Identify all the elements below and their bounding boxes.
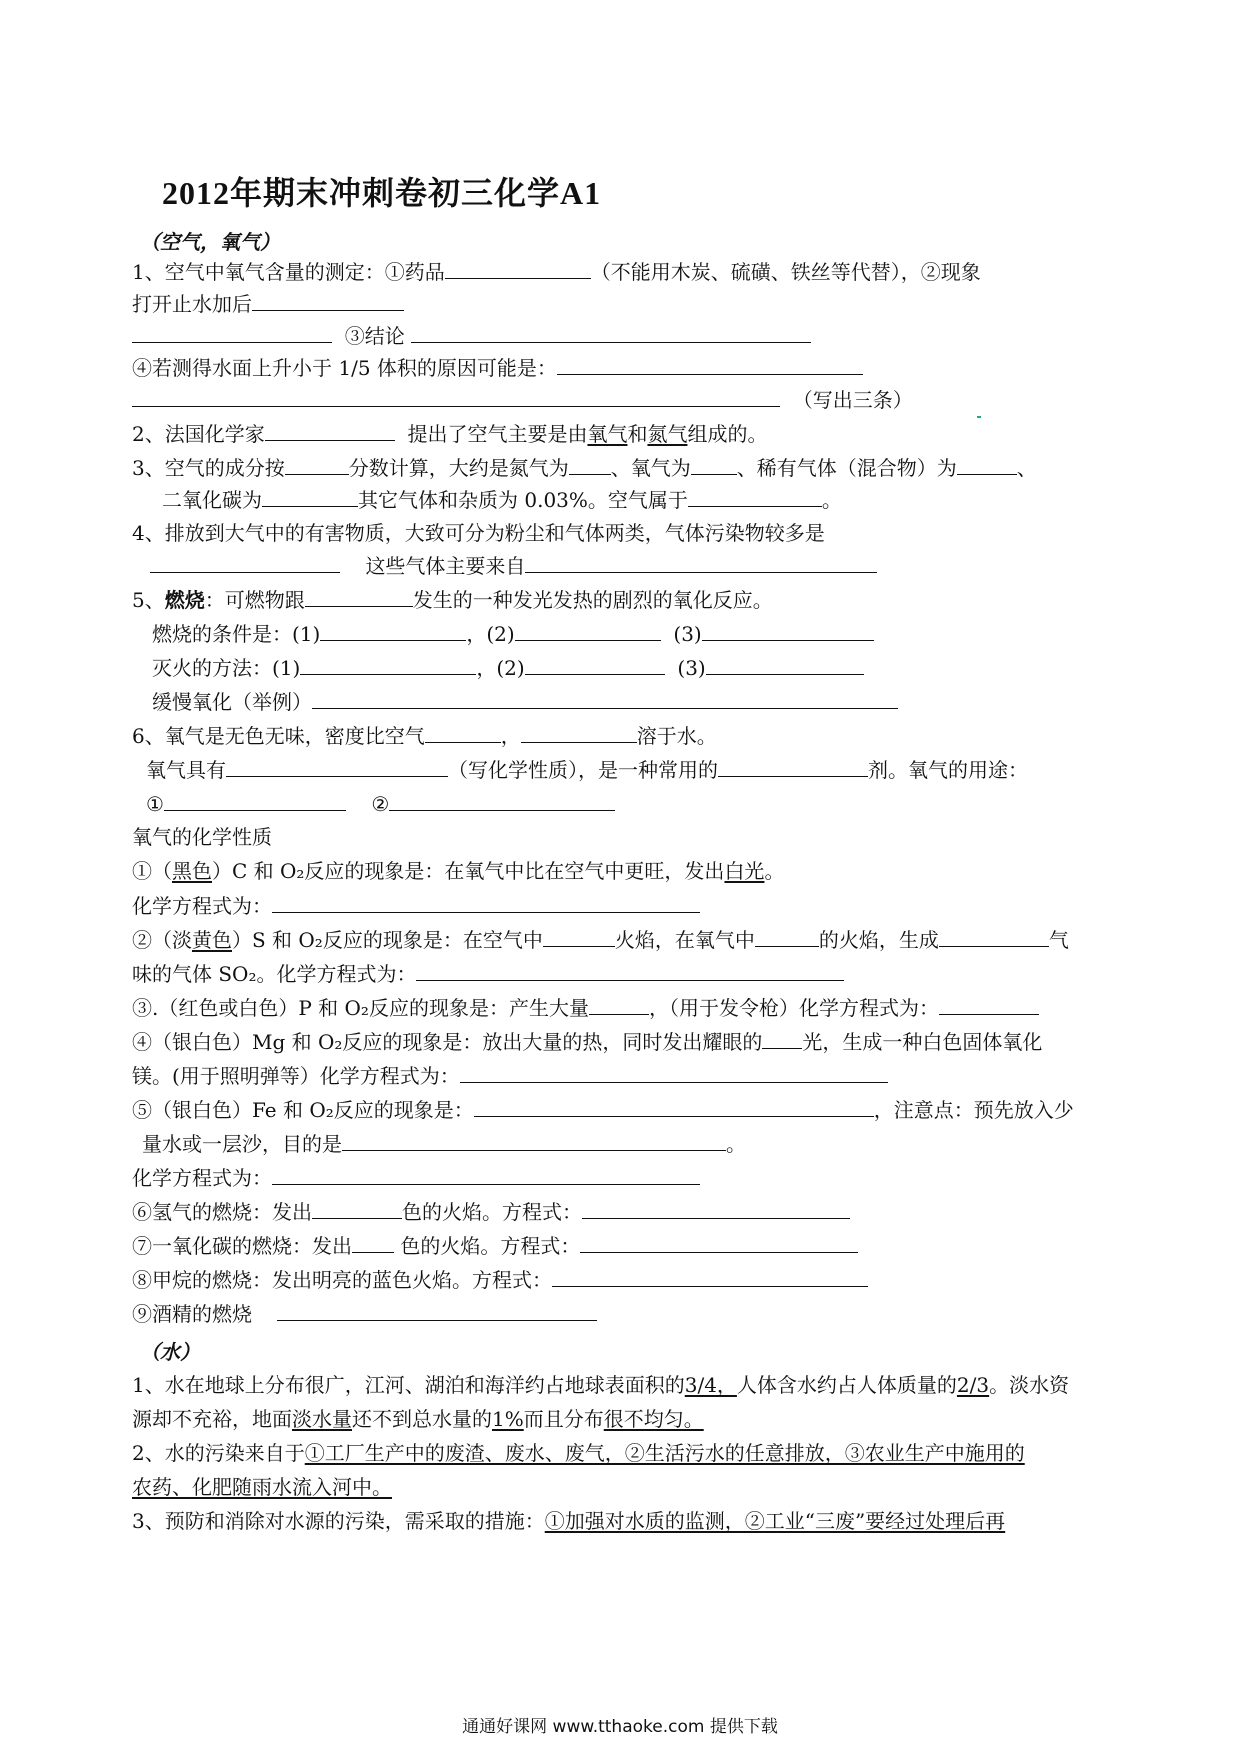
- chem-fe-note: 量水或一层沙，目的是 。: [142, 1132, 746, 1156]
- blank[interactable]: [688, 486, 822, 507]
- blank[interactable]: [272, 1164, 700, 1185]
- blank[interactable]: [320, 620, 466, 641]
- footer-credit: 通通好课网 www.tthaoke.com 提供下载: [462, 1717, 778, 1737]
- blank[interactable]: [312, 688, 898, 709]
- q2-line: 2、法国化学家 提出了空气主要是由氧气和氮气组成的。: [132, 422, 768, 446]
- blank[interactable]: [706, 654, 864, 675]
- stray-mark: [977, 416, 981, 418]
- water-q1-line2: 源却不充裕，地面淡水量还不到总水量的1%而且分布很不均匀。: [132, 1407, 704, 1431]
- q3-line2: 二氧化碳为 其它气体和杂质为 0.03%。空气属于 。: [162, 488, 842, 512]
- q1-line1: 1、空气中氧气含量的测定：①药品 （不能用木炭、硫磺、铁丝等代替），②现象: [132, 260, 981, 284]
- chem-mg-eq: 镁。(用于照明弹等）化学方程式为：: [132, 1062, 888, 1089]
- chem-fe: ⑤（银白色）Fe 和 O₂反应的现象是： ，注意点：预先放入少: [132, 1098, 1074, 1122]
- blank[interactable]: [445, 258, 591, 279]
- chem-alcohol: ⑨酒精的燃烧: [132, 1300, 597, 1327]
- blank[interactable]: [755, 926, 819, 947]
- blank[interactable]: [164, 790, 346, 811]
- blank[interactable]: [702, 620, 874, 641]
- blank[interactable]: [569, 454, 611, 475]
- chem-c: ①（黑色）C 和 O₂反应的现象是：在氧气中比在空气中更旺，发出白光。: [132, 859, 785, 883]
- blank[interactable]: [132, 386, 780, 407]
- water-q2-line2: 农药、化肥随雨水流入河中。: [132, 1475, 392, 1499]
- q3-line1: 3、空气的成分按 分数计算，大约是氮气为 、氧气为 、稀有气体（混合物）为 、: [132, 456, 1037, 480]
- q5-slow-oxidation: 缓慢氧化（举例）: [152, 688, 898, 715]
- blank[interactable]: [150, 552, 340, 573]
- section-heading-air: （空气，氧气）: [140, 230, 280, 254]
- blank[interactable]: [285, 454, 349, 475]
- chem-s-eq: 味的气体 SO₂。化学方程式为：: [132, 960, 844, 987]
- chem-ch4: ⑧甲烷的燃烧：发出明亮的蓝色火焰。方程式：: [132, 1266, 868, 1293]
- q1-line4: ④若测得水面上升小于 1/5 体积的原因可能是：: [132, 354, 863, 381]
- blank[interactable]: [305, 586, 413, 607]
- q6-line1: 6、氧气是无色无味，密度比空气 ， 溶于水。: [132, 724, 717, 748]
- chem-mg: ④（银白色）Mg 和 O₂反应的现象是：放出大量的热，同时发出耀眼的 光，生成一种白色固体氧化: [132, 1030, 1043, 1054]
- blank[interactable]: [389, 790, 615, 811]
- blank[interactable]: [312, 1198, 402, 1219]
- blank[interactable]: [521, 722, 637, 743]
- blank[interactable]: [525, 654, 665, 675]
- blank[interactable]: [277, 1300, 597, 1321]
- water-q1-line1: 1、水在地球上分布很广，江河、湖泊和海洋约占地球表面积的3/4，人体含水约占人体质量的2/3。淡水资: [132, 1373, 1070, 1397]
- blank[interactable]: [474, 1096, 874, 1117]
- chem-title: 氧气的化学性质: [132, 825, 272, 849]
- q4-line1: 4、排放到大气中的有害物质，大致可分为粉尘和气体两类，气体污染物较多是: [132, 521, 825, 545]
- blank[interactable]: [515, 620, 661, 641]
- blank[interactable]: [582, 1198, 850, 1219]
- chem-c-eq: 化学方程式为：: [132, 892, 700, 919]
- q5-extinguish: 灭火的方法：(1) ，(2) (3): [152, 654, 864, 681]
- blank[interactable]: [252, 290, 404, 311]
- blank[interactable]: [226, 756, 448, 777]
- chem-s: ②（淡黄色）S 和 O₂反应的现象是：在空气中 火焰，在氧气中 的火焰，生成 气: [132, 928, 1069, 952]
- section-heading-water: （水）: [140, 1340, 200, 1364]
- blank[interactable]: [416, 960, 844, 981]
- water-q2-line1: 2、水的污染来自于①工厂生产中的废渣、废水、废气，②生活污水的任意排放，③农业生产中施用的: [132, 1441, 1025, 1465]
- blank[interactable]: [132, 322, 332, 343]
- q1-line5: （写出三条）: [132, 386, 913, 413]
- blank[interactable]: [589, 994, 649, 1015]
- q6-line2: 氧气具有 （写化学性质），是一种常用的 剂。氧气的用途：: [146, 758, 1028, 782]
- blank[interactable]: [411, 322, 811, 343]
- q6-line3: ① ②: [146, 790, 615, 817]
- blank[interactable]: [342, 1130, 726, 1151]
- blank[interactable]: [272, 892, 700, 913]
- blank[interactable]: [460, 1062, 888, 1083]
- chem-co: ⑦一氧化碳的燃烧：发出 色的火焰。方程式：: [132, 1232, 858, 1259]
- q5-line1: 5、燃烧：可燃物跟 发生的一种发光发热的剧烈的氧化反应。: [132, 588, 773, 612]
- q1-line2: 打开止水加后: [132, 290, 404, 317]
- water-q3-line1: 3、预防和消除对水源的污染，需采取的措施：①加强对水质的监测，②工业“三废”要经过处理后再: [132, 1509, 1006, 1533]
- q1-line3: ③结论: [132, 322, 811, 349]
- blank[interactable]: [425, 722, 501, 743]
- blank[interactable]: [580, 1232, 858, 1253]
- blank[interactable]: [691, 454, 737, 475]
- blank[interactable]: [265, 420, 395, 441]
- blank[interactable]: [718, 756, 868, 777]
- q4-line2: 这些气体主要来自: [150, 552, 877, 579]
- blank[interactable]: [939, 926, 1049, 947]
- blank[interactable]: [957, 454, 1017, 475]
- blank[interactable]: [543, 926, 615, 947]
- blank[interactable]: [262, 486, 358, 507]
- blank[interactable]: [552, 1266, 868, 1287]
- blank[interactable]: [525, 552, 877, 573]
- blank[interactable]: [557, 354, 863, 375]
- blank[interactable]: [762, 1028, 802, 1049]
- blank[interactable]: [939, 994, 1039, 1015]
- blank[interactable]: [352, 1232, 394, 1253]
- chem-p: ③.（红色或白色）P 和 O₂反应的现象是：产生大量 ，（用于发令枪）化学方程式为：: [132, 994, 1039, 1021]
- q5-conditions: 燃烧的条件是：(1) ，(2) (3): [152, 620, 874, 647]
- blank[interactable]: [300, 654, 476, 675]
- chem-h2: ⑥氢气的燃烧：发出 色的火焰。方程式：: [132, 1198, 850, 1225]
- chem-fe-eq: 化学方程式为：: [132, 1164, 700, 1191]
- page-title: 2012年期末冲刺卷初三化学A1: [162, 175, 602, 211]
